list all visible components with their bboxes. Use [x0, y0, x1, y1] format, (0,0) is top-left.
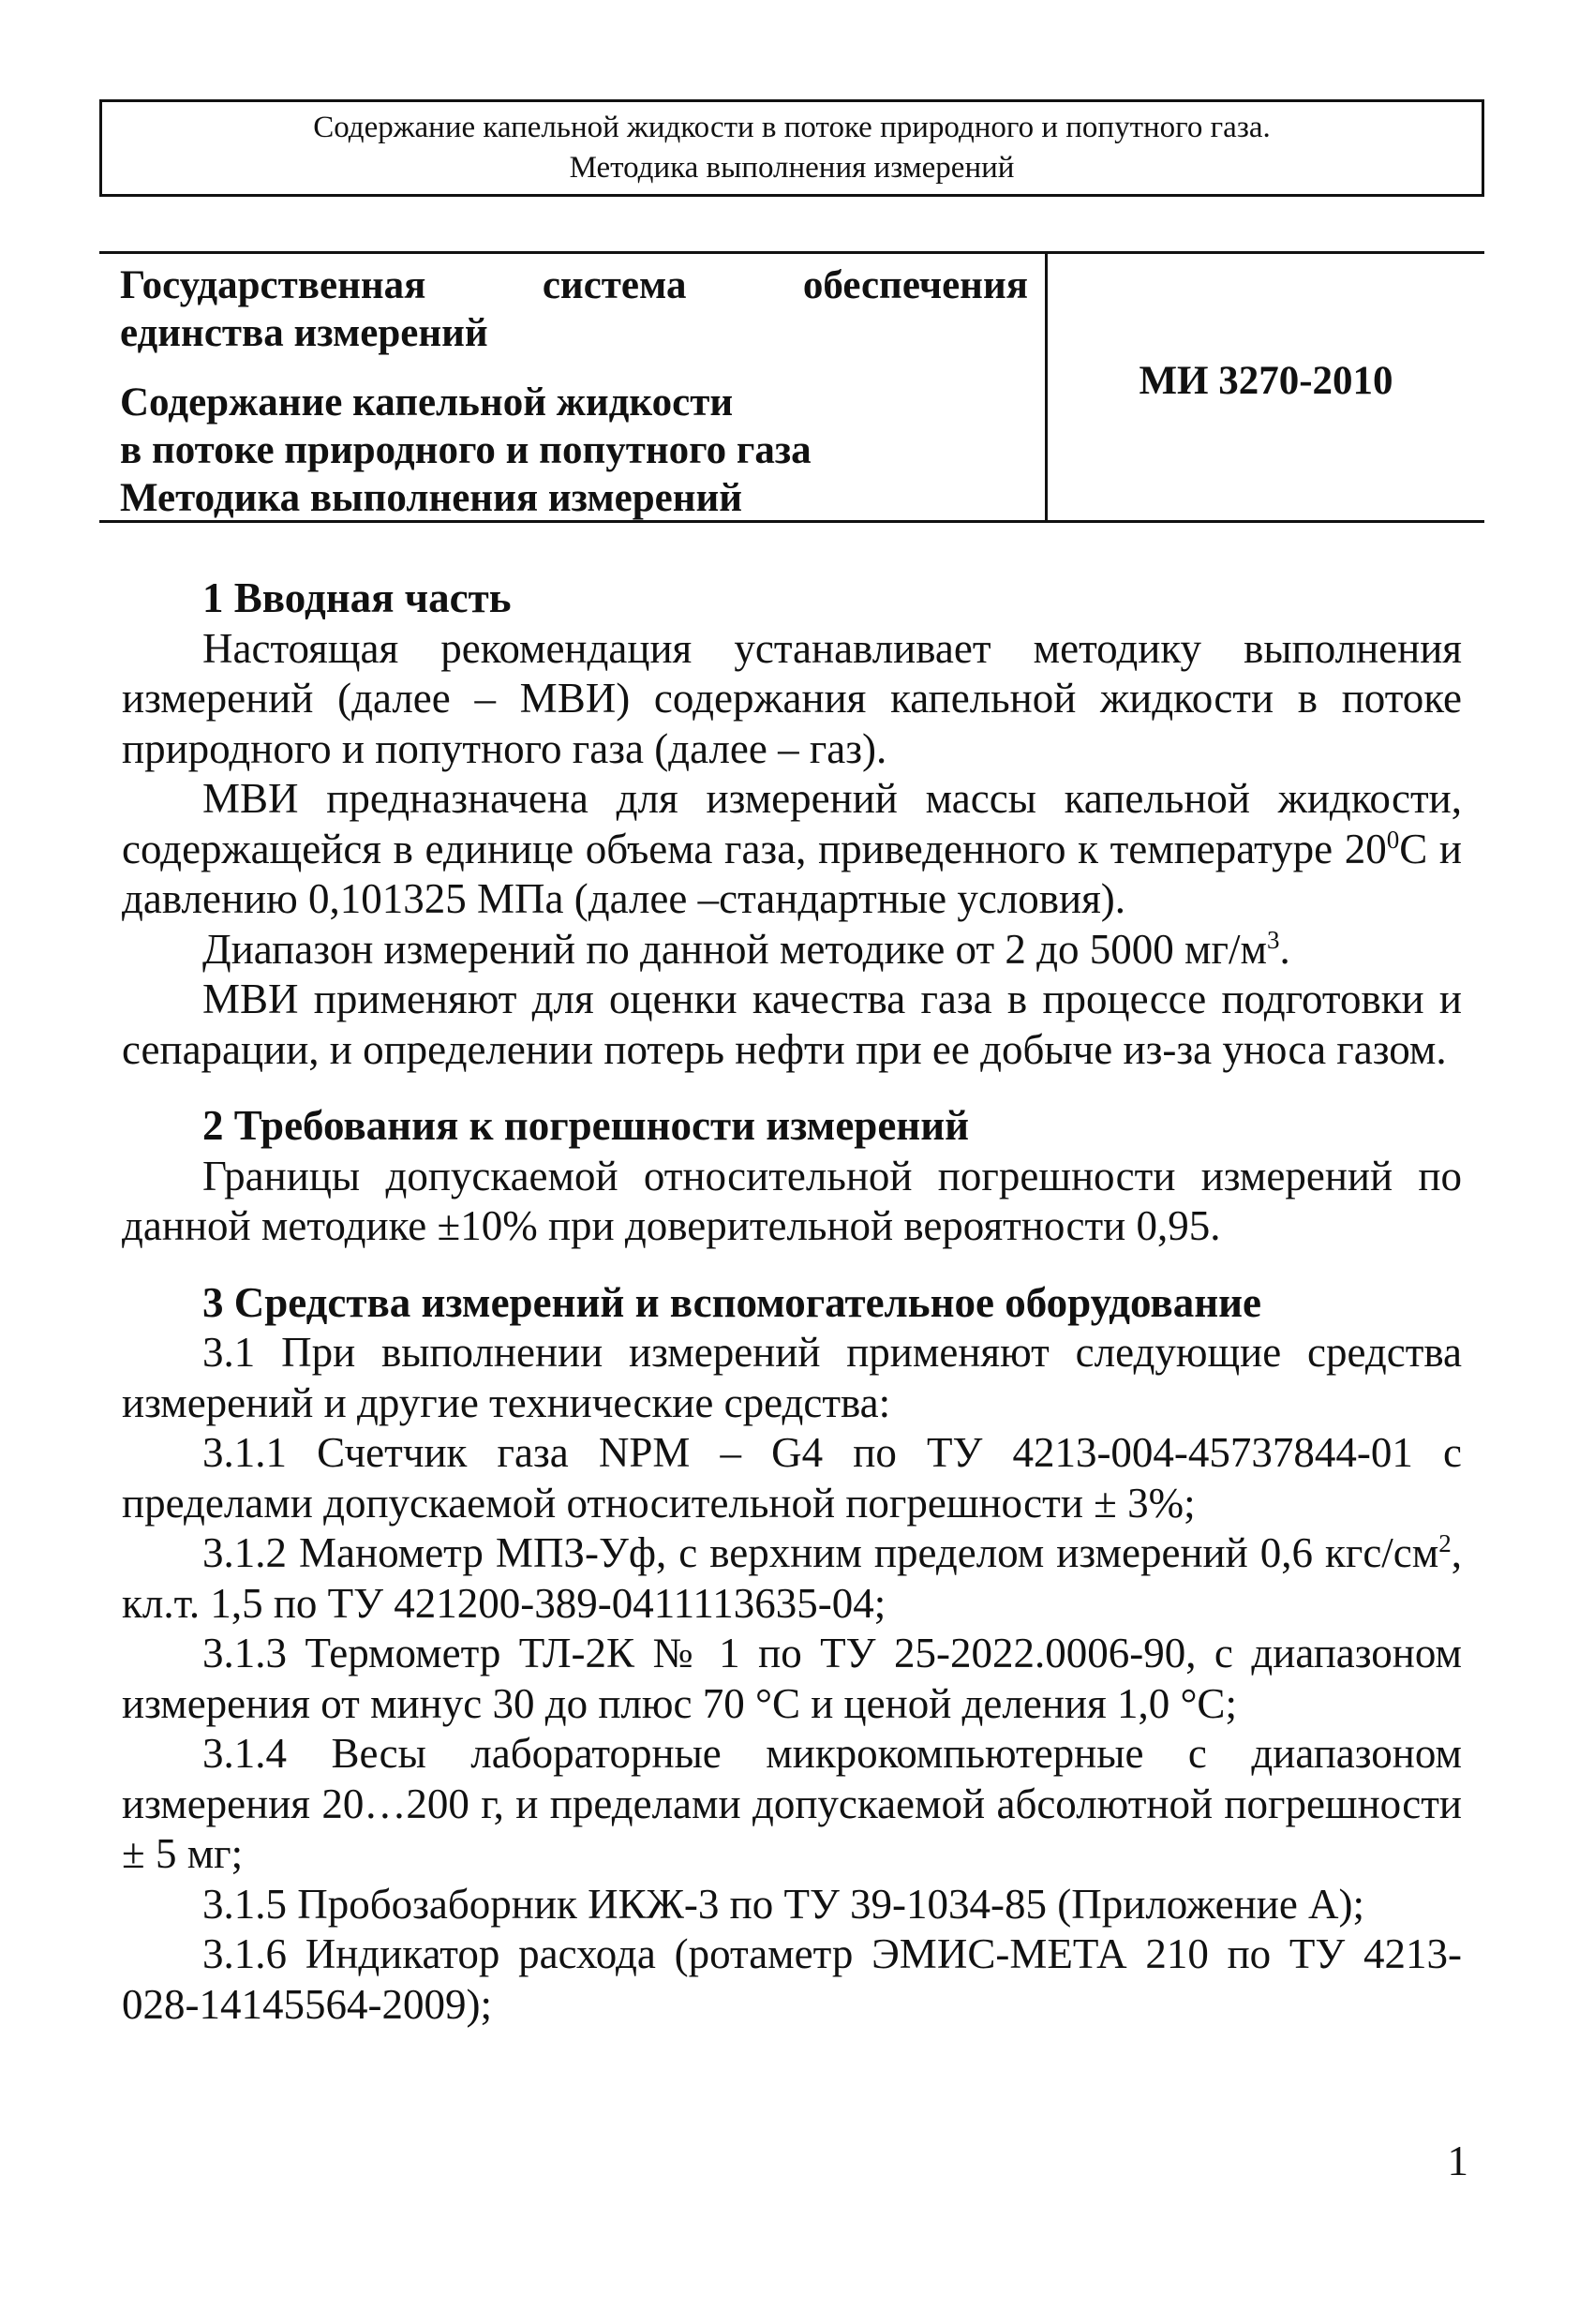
section3-paragraph1: 3.1 При выполнении измерений применяют следующие средства измерений и другие технические средства:	[122, 1329, 1462, 1426]
running-header	[99, 99, 1484, 197]
section1-paragraph4: МВИ применяют для оценки качества газа в процессе подготовки и сепарации, и определении потерь нефти при ее добыче из-за уноса газом.	[122, 976, 1462, 1073]
doc-title-line2: в потоке природного и попутного газа	[120, 428, 812, 472]
page-number: 1	[1447, 2138, 1468, 2184]
section1-paragraph3-text-b: .	[1279, 925, 1290, 973]
section1-heading: 1 Вводная часть	[202, 574, 512, 621]
running-header-line2: Методика выполнения измерений	[569, 151, 1015, 185]
section2-paragraph1: Границы допускаемой относительной погрешности измерений по данной методике ±10% при доверительной вероятности 0,95.	[122, 1152, 1462, 1249]
section1-paragraph1: Настоящая рекомендация устанавливает методику выполнения измерений (далее – МВИ) содержания капельной жидкости в потоке природного и попутного газа (далее – газ).	[122, 624, 1462, 772]
title-block-left	[120, 254, 1048, 520]
list-item-3-1-1: 3.1.1 Счетчик газа NPM – G4 по ТУ 4213-004-45737844-01 с пределами допускаемой относительной погрешности ± 3%;	[122, 1429, 1462, 1527]
doc-title-line3: Методика выполнения измерений	[120, 476, 743, 520]
section1-paragraph2	[122, 774, 1462, 925]
document-body	[122, 574, 1462, 2030]
section3-heading: 3 Средства измерений и вспомогательное оборудование	[202, 1278, 1262, 1326]
section-gap	[122, 1075, 1462, 1101]
running-header-line1: Содержание капельной жидкости в потоке природного и попутного газа.	[313, 111, 1271, 144]
list-item-3-1-2-text-a: 3.1.2 Манометр МПЗ-Уф, с верхним пределом измерений 0,6 кгс/см	[202, 1529, 1439, 1576]
list-item-3-1-3: 3.1.3 Термометр ТЛ-2К № 1 по ТУ 25-2022.0006-90, с диапазоном измерения от минус 30 до плюс 70 °С и ценой деления 1,0 °С;	[122, 1630, 1462, 1727]
section-gap	[122, 1252, 1462, 1278]
section1-paragraph3-text-a: Диапазон измерений по данной методике от 2 до 5000 мг/м	[202, 925, 1267, 973]
list-item-3-1-2-text-b: , кл.т. 1,5 по ТУ 421200-389-0411113635-04;	[122, 1529, 1462, 1627]
list-item-3-1-5: 3.1.5 Пробозаборник ИКЖ-3 по ТУ 39-1034-85 (Приложение А);	[202, 1880, 1365, 1928]
org-line2: единства измерений	[120, 311, 488, 355]
org-line1: Государственная система обеспечения	[120, 263, 1028, 307]
list-item-3-1-2	[122, 1528, 1462, 1629]
section1-paragraph3	[122, 925, 1462, 976]
title-block	[99, 251, 1484, 523]
degree-superscript: 0	[1386, 825, 1400, 854]
doc-title-line1: Содержание капельной жидкости	[120, 380, 734, 425]
section1-paragraph2-text-b: С и давлению 0,101325 МПа (далее –стандартные условия).	[122, 825, 1462, 922]
section1-paragraph2-text-a: МВИ предназначена для измерений массы капельной жидкости, содержащейся в единице объема газа, приведенного к температуре 20	[122, 775, 1462, 872]
doc-code: МИ 3270-2010	[1139, 358, 1393, 403]
list-item-3-1-4: 3.1.4 Весы лабораторные микрокомпьютерные с диапазоном измерения 20…200 г, и пределами допускаемой абсолютной погрешности ± 5 мг;	[122, 1730, 1462, 1877]
cubic-superscript: 3	[1266, 925, 1280, 954]
section2-heading: 2 Требования к погрешности измерений	[202, 1102, 970, 1149]
list-item-3-1-6: 3.1.6 Индикатор расхода (ротаметр ЭМИС-МЕТА 210 по ТУ 4213-028-14145564-2009);	[122, 1930, 1462, 2028]
square-superscript: 2	[1438, 1529, 1452, 1557]
